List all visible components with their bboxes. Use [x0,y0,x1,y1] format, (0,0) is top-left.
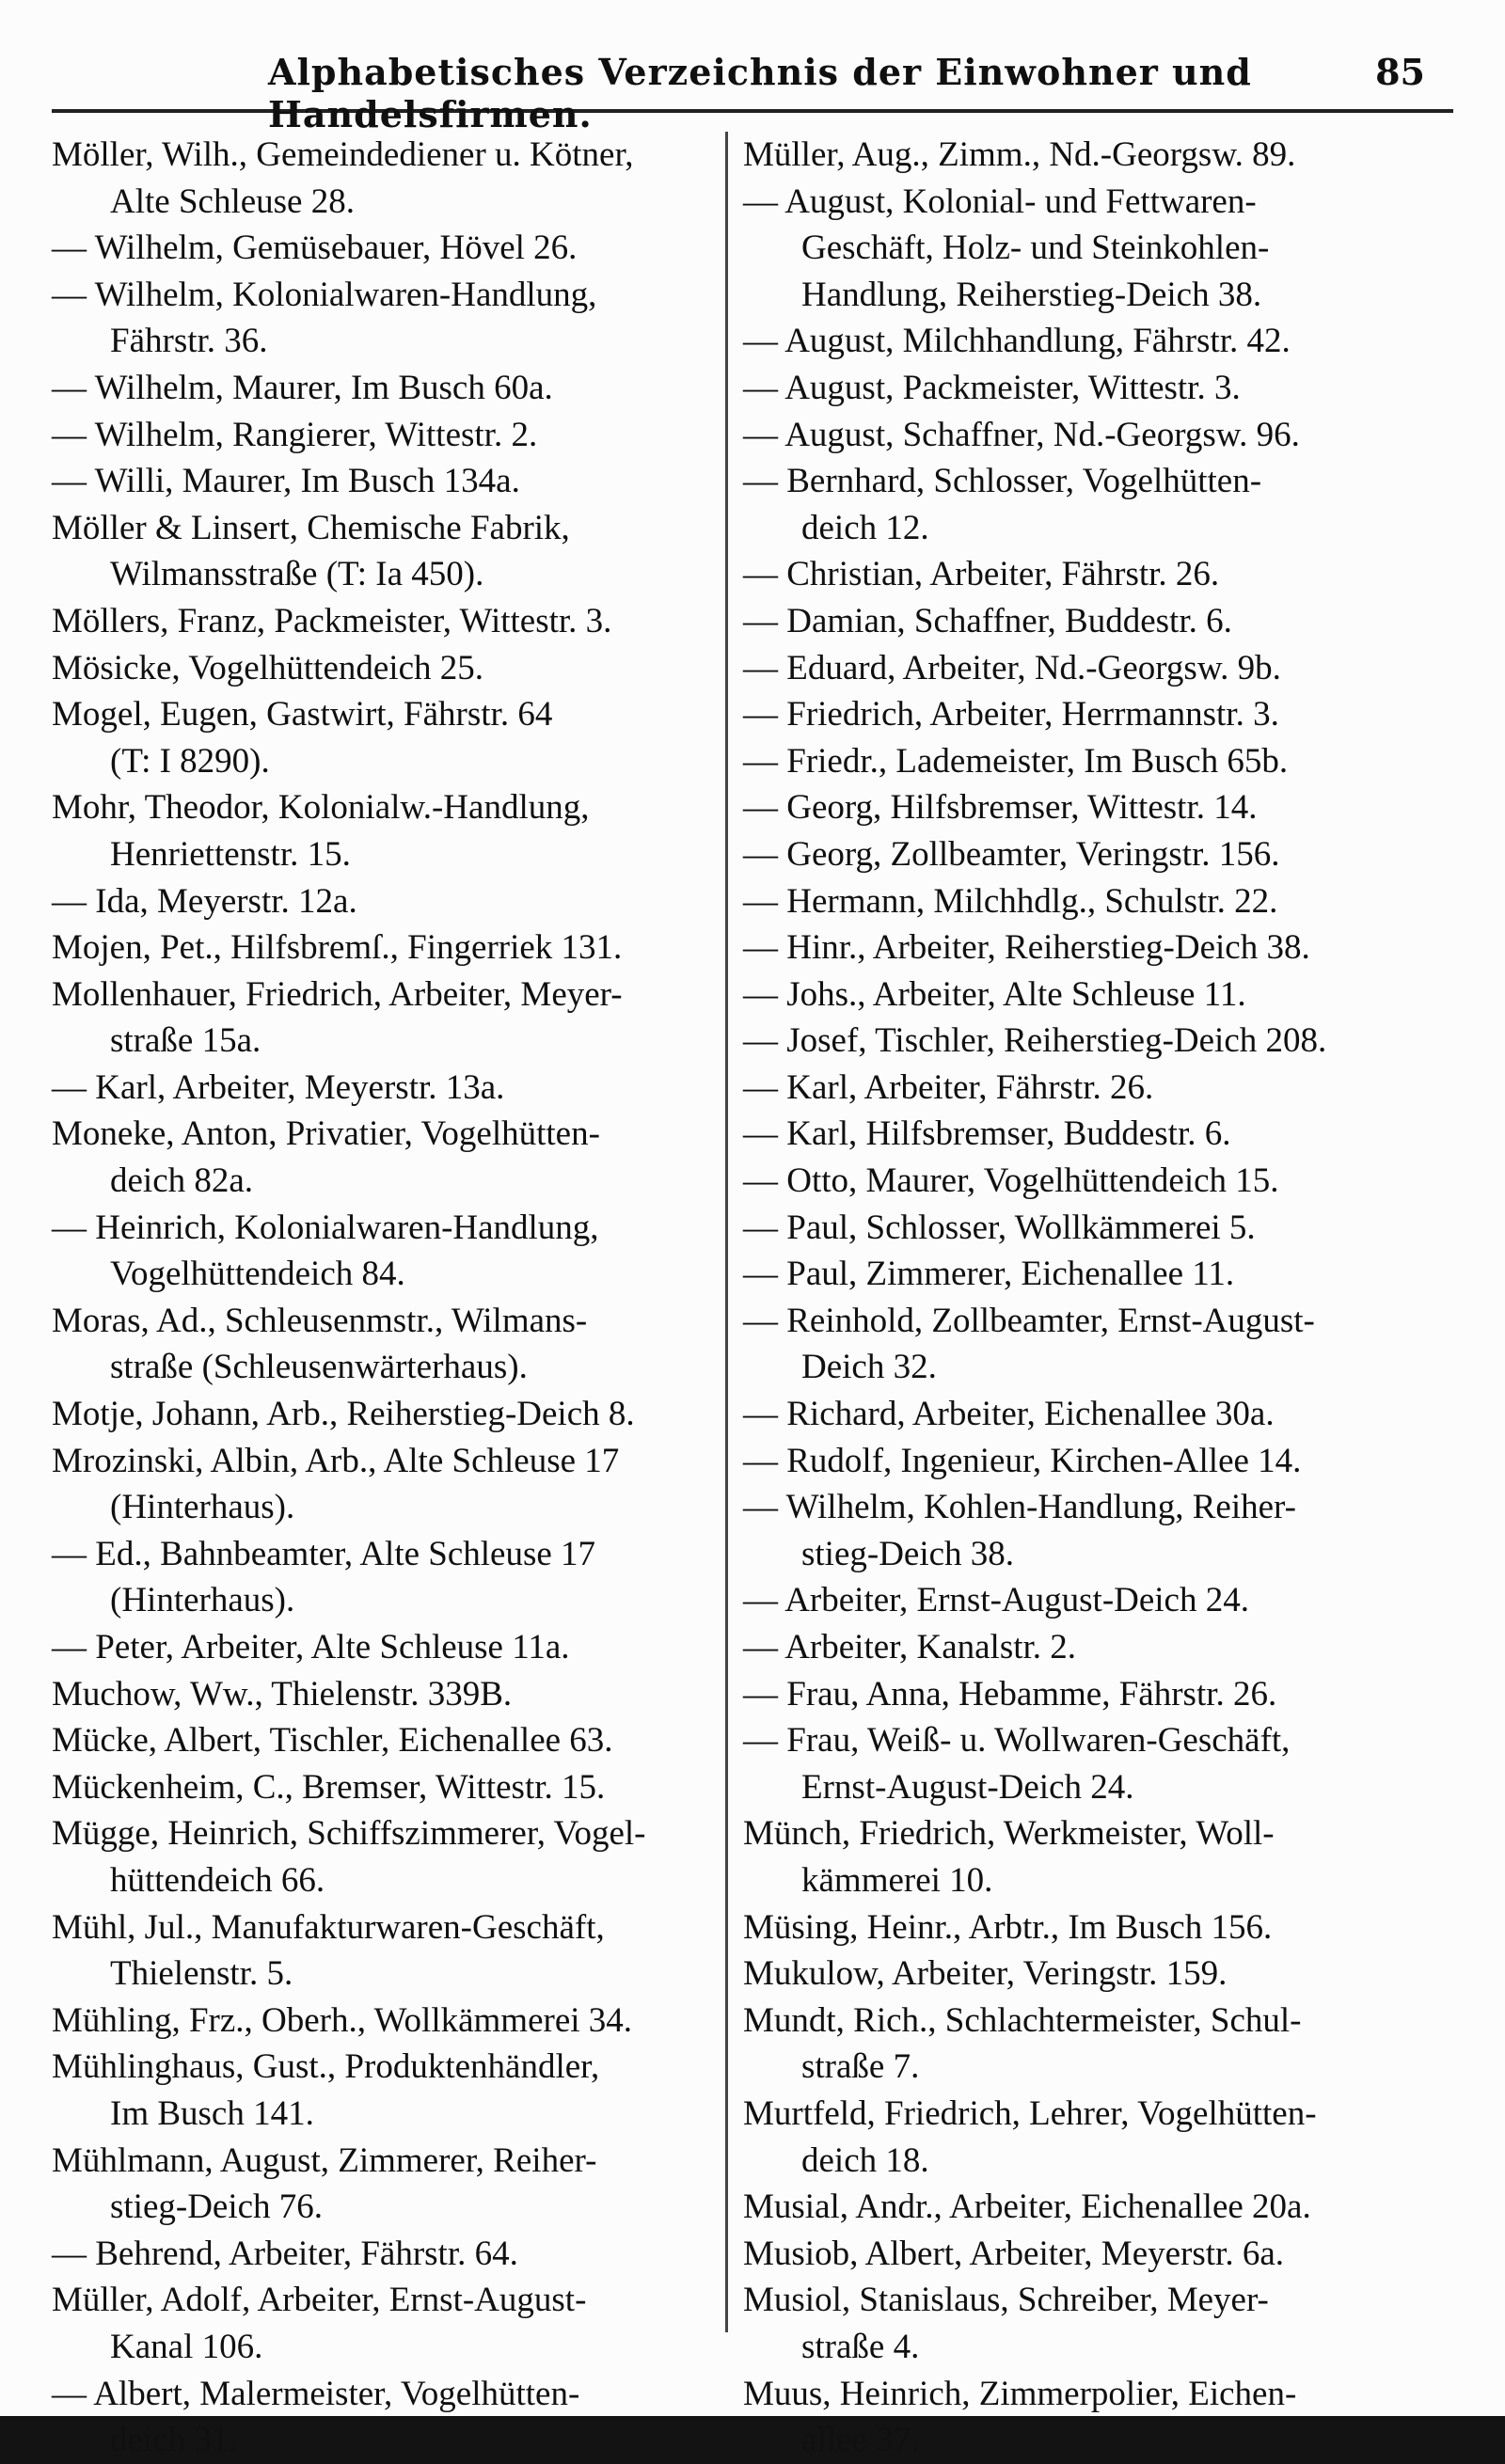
directory-entry [743,1951,1402,1998]
directory-entry [743,1438,1402,1485]
entry-continuation-line: hüttendeich 66. [110,1860,325,1900]
entry-line: Muchow, Ww., Thielenstr. 339B. [52,1674,513,1714]
directory-entry [52,878,710,925]
entry-continuation-line: Alte Schleuse 28. [110,182,355,221]
directory-entry [743,691,1402,738]
directory-entry [743,1717,1402,1810]
entry-line: — Karl, Hilfsbremser, Buddestr. 6. [743,1114,1231,1154]
entry-line: — Wilhelm, Maurer, Im Busch 60a. [52,368,553,407]
directory-entry [52,505,710,598]
entry-line: — Eduard, Arbeiter, Nd.-Georgsw. 9b. [743,648,1281,687]
entry-line: — Frau, Anna, Hebamme, Fährstr. 26. [743,1674,1277,1714]
entry-continuation-line: Fährstr. 36. [110,322,268,361]
entry-continuation-line: Deich 32. [801,1348,937,1387]
page-header [52,45,1453,135]
directory-entry [743,458,1402,551]
entry-continuation-line: deich 18. [801,2140,929,2180]
entry-line: Müller, Adolf, Arbeiter, Ernst-August- [52,2281,587,2320]
entry-line: Mösicke, Vogelhüttendeich 25. [52,648,484,687]
directory-entry [52,132,710,225]
entry-continuation-line: deich 82a. [110,1161,254,1201]
entry-continuation-line: stieg-Deich 38. [801,1534,1015,1573]
directory-entry [52,2231,710,2278]
entry-line: Moneke, Anton, Privatier, Vogelhütten- [52,1114,600,1154]
entry-continuation-line: straße 4. [801,2327,920,2366]
entry-continuation-line: Ernst-August-Deich 24. [801,1767,1134,1807]
entry-line: Mohr, Theodor, Kolonialw.-Handlung, [52,788,590,828]
directory-entry [743,1158,1402,1205]
directory-entry [52,784,710,877]
entry-continuation-line: (T: I 8290). [110,741,270,781]
directory-entry [743,878,1402,925]
directory-columns [52,132,1453,2460]
entry-line: — Arbeiter, Ernst-August-Deich 24. [743,1581,1249,1620]
directory-entry [743,831,1402,878]
directory-entry [743,924,1402,971]
entry-line: — Ed., Bahnbeamter, Alte Schleuse 17 [52,1534,596,1573]
entry-line: — Peter, Arbeiter, Alte Schleuse 11a. [52,1628,570,1666]
directory-entry [743,132,1402,179]
entry-line: — Friedrich, Arbeiter, Herrmannstr. 3. [743,695,1279,734]
entry-line: Murtfeld, Friedrich, Lehrer, Vogelhütten- [743,2093,1317,2133]
directory-entry [743,1484,1402,1577]
entry-line: — Hermann, Milchhdlg., Schulstr. 22. [743,881,1278,921]
entry-line: — Damian, Schaffner, Buddestr. 6. [743,601,1232,640]
directory-entry [52,645,710,692]
entry-line: Möller & Linsert, Chemische Fabrik, [52,508,570,547]
directory-entry [743,1391,1402,1438]
directory-entry [743,1810,1402,1903]
entry-line: Mukulow, Arbeiter, Veringstr. 159. [743,1954,1228,1994]
entry-continuation-line: straße (Schleusenwärterhaus). [110,1348,528,1387]
directory-entry [743,1205,1402,1252]
entry-line: Mundt, Rich., Schlachtermeister, Schul- [743,2000,1302,2040]
running-title: Alphabetisches Verzeichnis der Einwohner und Handelsfirmen. [268,51,1252,135]
entry-line: Mühlmann, August, Zimmerer, Reiher- [52,2140,597,2180]
entry-line: — Frau, Weiß- u. Wollwaren-Geschäft, [743,1721,1291,1761]
directory-entry [743,1251,1402,1298]
directory-entry [743,1018,1402,1065]
entry-line: Mücke, Albert, Tischler, Eichenallee 63. [52,1721,613,1761]
entry-line: Möllers, Franz, Packmeister, Wittestr. 3. [52,601,612,640]
directory-entry [52,2277,710,2370]
page-number: 85 [1375,51,1425,93]
directory-entry [52,971,710,1065]
directory-entry [52,1438,710,1531]
entry-continuation-line: kämmerei 10. [801,1860,993,1900]
directory-entry [52,412,710,459]
column-divider [725,132,728,2332]
entry-line: Mojen, Pet., Hilfsbremſ., Fingerriek 131. [52,928,623,968]
directory-entry [52,1065,710,1112]
entry-line: — Georg, Zollbeamter, Veringstr. 156. [743,834,1280,874]
entry-line: — Ida, Meyerstr. 12a. [52,881,357,921]
directory-entry [743,2231,1402,2278]
directory-entry [743,179,1402,319]
entry-line: — Paul, Schlosser, Wollkämmerei 5. [743,1208,1256,1247]
directory-entry [743,971,1402,1019]
entry-line: Münch, Friedrich, Werkmeister, Woll- [743,1814,1275,1854]
entry-line: Moras, Ad., Schleusenmstr., Wilmans- [52,1301,588,1340]
directory-entry [743,1577,1402,1624]
entry-line: Mollenhauer, Friedrich, Arbeiter, Meyer- [52,974,623,1014]
directory-entry [52,2044,710,2137]
entry-line: — Albert, Malermeister, Vogelhütten- [52,2374,580,2413]
entry-continuation-line: Handlung, Reiherstieg-Deich 38. [801,275,1262,314]
entry-continuation-line: Geschäft, Holz- und Steinkohlen- [801,229,1270,268]
entry-line: — Richard, Arbeiter, Eichenallee 30a. [743,1395,1275,1434]
directory-entry [52,1764,710,1811]
entry-continuation-line: Vogelhüttendeich 84. [110,1255,405,1294]
directory-entry [743,738,1402,785]
directory-entry [743,2371,1402,2464]
directory-entry [52,365,710,412]
entry-line: Mückenheim, C., Bremser, Wittestr. 15. [52,1767,606,1807]
directory-entry [743,1904,1402,1951]
entry-line: — Wilhelm, Kolonialwaren-Handlung, [52,275,597,314]
entry-line: — Karl, Arbeiter, Meyerstr. 13a. [52,1067,505,1107]
entry-line: — Friedr., Lademeister, Im Busch 65b. [743,741,1289,781]
directory-entry [743,1624,1402,1671]
entry-continuation-line: Thielenstr. 5. [110,1954,293,1994]
entry-line: — Hinr., Arbeiter, Reiherstieg-Deich 38. [743,928,1310,968]
entry-line: — Bernhard, Schlosser, Vogelhütten- [743,462,1262,501]
entry-line: — Behrend, Arbeiter, Fährstr. 64. [52,2234,518,2273]
directory-entry [52,2138,710,2231]
left-column [52,132,710,2464]
directory-entry [52,1205,710,1298]
entry-line: Musiol, Stanislaus, Schreiber, Meyer- [743,2281,1269,2320]
entry-line: Mühl, Jul., Manufakturwaren-Geschäft, [52,1907,605,1947]
directory-entry [52,924,710,971]
entry-line: Mühling, Frz., Oberh., Wollkämmerei 34. [52,2000,633,2040]
entry-line: — Georg, Hilfsbremser, Wittestr. 14. [743,788,1258,828]
directory-entry [52,1298,710,1391]
directory-entry [743,1298,1402,1391]
directory-entry [743,365,1402,412]
entry-continuation-line: (Hinterhaus). [110,1488,295,1527]
directory-entry [52,458,710,505]
directory-entry [743,318,1402,365]
directory-entry [52,1717,710,1764]
entry-line: — Karl, Arbeiter, Fährstr. 26. [743,1067,1154,1107]
directory-entry [52,1671,710,1718]
directory-entry [52,1531,710,1624]
directory-entry [52,1624,710,1671]
entry-line: — Josef, Tischler, Reiherstieg-Deich 208. [743,1021,1327,1061]
entry-line: Musial, Andr., Arbeiter, Eichenallee 20a. [743,2188,1311,2227]
right-column [743,132,1402,2464]
directory-entry [52,1998,710,2045]
entry-continuation-line: Wilmansstraße (T: Ia 450). [110,555,484,594]
entry-line: Musiob, Albert, Arbeiter, Meyerstr. 6a. [743,2234,1284,2273]
entry-continuation-line: deich 12. [801,508,929,547]
entry-line: — Reinhold, Zollbeamter, Ernst-August- [743,1301,1315,1340]
entry-line: Mühlinghaus, Gust., Produktenhändler, [52,2047,600,2087]
entry-line: Mügge, Heinrich, Schiffszimmerer, Vogel- [52,1814,646,1854]
entry-continuation-line: Im Busch 141. [110,2093,314,2133]
entry-line: — Wilhelm, Gemüsebauer, Hövel 26. [52,229,578,268]
entry-line: — Wilhelm, Rangierer, Wittestr. 2. [52,415,538,454]
entry-continuation-line: deich 31. [110,2421,238,2460]
directory-entry [52,2371,710,2464]
entry-line: — August, Kolonial- und Fettwaren- [743,182,1257,221]
directory-entry [52,691,710,784]
directory-entry [743,2277,1402,2370]
entry-line: — Johs., Arbeiter, Alte Schleuse 11. [743,974,1246,1014]
entry-continuation-line: Kanal 106. [110,2327,263,2366]
directory-entry [743,2184,1402,2231]
entry-line: — August, Milchhandlung, Fährstr. 42. [743,322,1291,361]
entry-line: — Arbeiter, Kanalstr. 2. [743,1628,1077,1666]
directory-entry [743,645,1402,692]
directory-entry [52,1810,710,1903]
entry-line: Müller, Aug., Zimm., Nd.-Georgsw. 89. [743,135,1296,174]
entry-line: Mrozinski, Albin, Arb., Alte Schleuse 17 [52,1441,620,1480]
directory-entry [743,551,1402,598]
directory-entry [52,1904,710,1998]
directory-entry [52,1111,710,1204]
directory-entry [52,225,710,272]
directory-entry [743,2091,1402,2184]
directory-entry [743,1998,1402,2091]
entry-line: — Wilhelm, Kohlen-Handlung, Reiher- [743,1488,1296,1527]
entry-line: Mogel, Eugen, Gastwirt, Fährstr. 64 [52,695,553,734]
directory-entry [52,1391,710,1438]
entry-line: Müsing, Heinr., Arbtr., Im Busch 156. [743,1907,1273,1947]
entry-line: — Heinrich, Kolonialwaren-Handlung, [52,1208,599,1247]
entry-line: — Paul, Zimmerer, Eichenallee 11. [743,1255,1235,1294]
entry-line: — Willi, Maurer, Im Busch 134a. [52,462,520,501]
entry-continuation-line: stieg-Deich 76. [110,2188,324,2227]
directory-entry [743,598,1402,645]
entry-line: Muus, Heinrich, Zimmerpolier, Eichen- [743,2374,1297,2413]
directory-entry [52,272,710,365]
entry-continuation-line: (Hinterhaus). [110,1581,295,1620]
entry-line: — Rudolf, Ingenieur, Kirchen-Allee 14. [743,1441,1302,1480]
entry-line: Möller, Wilh., Gemeindediener u. Kötner, [52,135,634,174]
entry-line: — August, Packmeister, Wittestr. 3. [743,368,1241,407]
entry-line: — August, Schaffner, Nd.-Georgsw. 96. [743,415,1300,454]
entry-continuation-line: straße 7. [801,2047,920,2087]
entry-line: — Christian, Arbeiter, Fährstr. 26. [743,555,1220,594]
directory-entry [743,1065,1402,1112]
entry-line: — Otto, Maurer, Vogelhüttendeich 15. [743,1161,1279,1201]
entry-continuation-line: straße 15a. [110,1021,261,1061]
directory-entry [743,1111,1402,1158]
entry-continuation-line: Henriettenstr. 15. [110,834,351,874]
entry-continuation-line: allee 37. [801,2421,920,2460]
directory-entry [743,412,1402,459]
directory-entry [743,1671,1402,1718]
directory-entry [52,598,710,645]
entry-line: Motje, Johann, Arb., Reiherstieg-Deich 8. [52,1395,635,1434]
directory-entry [743,784,1402,831]
